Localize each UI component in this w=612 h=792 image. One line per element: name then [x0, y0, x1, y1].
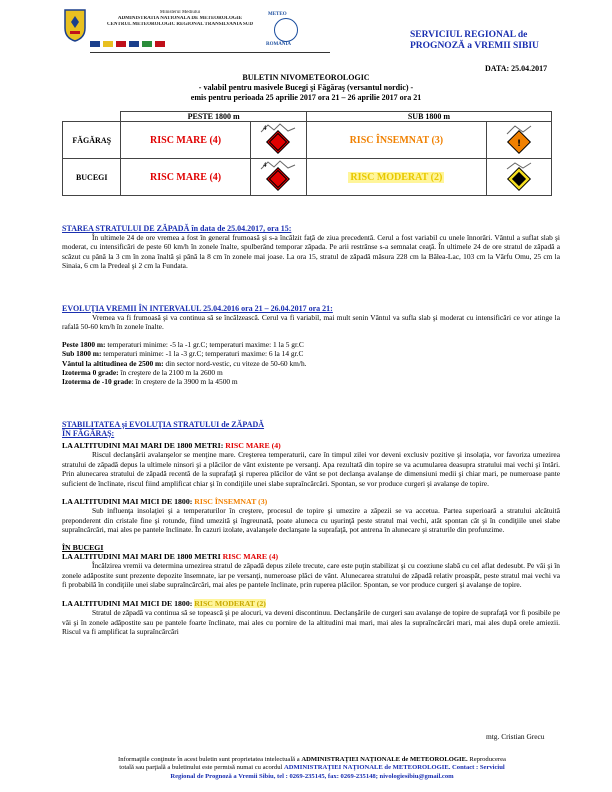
footer-contact: Regional de Prognoză a Vremii Sibiu, tel : 0269-235145, fax: 0269-235148; nivologiesibiu@gmail.com	[170, 772, 454, 780]
weather-evolution-heading: EVOLUŢIA VREMII ÎN INTERVALUL 25.04.2016 ora 21 – 26.04.2017 ora 21:	[62, 304, 333, 313]
risk-level-below: RISC MODERAT (2)	[350, 171, 443, 183]
flag-icon	[116, 41, 126, 47]
signature: mtg. Cristian Grecu	[486, 732, 545, 741]
header-divider	[90, 52, 330, 53]
risk-4-icon	[250, 122, 306, 159]
risk-row-bucegi	[63, 159, 552, 196]
service-line-1: SERVICIUL REGIONAL de	[410, 30, 528, 40]
service-name	[410, 30, 580, 52]
snow-state-text: În ultimele 24 de ore vremea a fost în general frumoasă şi s-a încălzit faţă de ziua precedentă. Cerul a fost variabil cu unele înnorări. Vântul a suflat slab şi moderat, cu intensificări de peste 60 km/h în zonele înalte, spulberând temporar zăpada. Pe arii restrânse s-a semnalat ceaţă. În ultimele 24 de ore stratul de zăpadă a scăzut cu până la 3 cm în zona înaltă şi până la 8 cm în zonele mai joase. La ora 15, stratul de zăpadă măsura 228 cm la Bâlea-Lac, 103 cm la Vârfu Omu, 25 cm la Sinaia, 6 cm la Predeal şi 2 cm la Fundata.	[62, 233, 560, 271]
temperature-lines	[62, 340, 560, 387]
snow-state-heading: STAREA STRATULUI DE ZĂPADĂ în data de 25.04.2017, ora 15:	[62, 224, 292, 233]
weather-evolution-section	[62, 304, 560, 387]
footer	[62, 756, 562, 781]
bucegi-above-heading: LA ALTITUDINI MAI MARI DE 1800 METRI RISC MARE (4)	[62, 552, 279, 562]
isotherm-0-line: Izoterma 0 grade: în creştere de la 2100 m la 2600 m	[62, 368, 223, 378]
fagaras-above-heading: LA ALTITUDINI MAI MARI DE 1800 METRI: RISC MARE (4)	[62, 441, 281, 450]
footer-line-2: totală sau parţială a buletinului este permisă numai cu acordul ADMINISTRAŢIEI NAŢIONALE de METEOROLOGIE. Contact : Serviciul	[119, 764, 505, 772]
org-line-2: ADMINISTRATIA NATIONALA DE METEOROLOGIE	[117, 16, 243, 21]
partner-flags	[90, 34, 168, 52]
service-line-2: PROGNOZĂ a VREMII SIBIU	[410, 41, 539, 51]
bulletin-subtitle: - valabil pentru masivele Bucegi şi Făgăraş (versantul nordic) -	[198, 83, 414, 92]
flag-icon	[90, 41, 100, 47]
bucegi-heading: ÎN BUCEGI	[62, 542, 104, 552]
wind-line: Vântul la altitudinea de 2500 m: din sector nord-vestic, cu viteze de 50-60 km/h.	[62, 358, 307, 368]
bulletin-period: emis pentru perioada 25 aprilie 2017 ora 21 – 26 aprilie 2017 ora 21	[190, 93, 422, 102]
flag-icon	[103, 41, 113, 47]
temp-line: Sub 1800 m: temperaturi minime: -1 la -3 gr.C; temperaturi maxime: 6 la 14 gr.C	[62, 349, 304, 359]
stability-section	[62, 420, 560, 636]
risk-table	[62, 111, 552, 196]
bucegi-below-heading: LA ALTITUDINI MAI MICI DE 1800: RISC MODERAT (2)	[62, 598, 266, 608]
weather-evolution-text: Vremea va fi frumoasă şi va continua să se încălzească. Cerul va fi variabil, mai mult senin Vântul va sufla slab şi moderat cu intensificări ce vor atinge la rafală 50-60 km/h în zonele înalte.	[62, 313, 560, 332]
meteo-label: METEO	[268, 12, 287, 17]
ministry-logo	[62, 8, 88, 42]
massif-name: FĂGĂRAŞ	[63, 122, 121, 159]
fagaras-below-text: Sub influenţa insolaţiei şi a temperaturilor în creştere, procesul de topire şi umezire a zăpezii se va accetua. Partea superioară a stratului alcătuită preponderent din cristale fine şi rotunde, fiind umezită şi îngreunată, poate aluneca cu uşurinţă peste stratul mai vechi, atât spontan cât şi în condiţiile unei slabe supraîncărcări, mai ales pe pantele înclinate. În cazuri izolate, avalanşele declanşate la suprafaţă, pot antrena în alunecare şi straturile din profunzime.	[62, 506, 560, 535]
meteo-romania-logo	[274, 18, 298, 42]
org-line-1: Ministerul Mediului	[159, 10, 201, 15]
snow-state-section	[62, 224, 560, 271]
organization-lines	[90, 10, 270, 28]
svg-text:4: 4	[263, 162, 268, 169]
risk-2-icon	[486, 159, 551, 196]
risk-3-icon	[486, 122, 551, 159]
col-above-header: PESTE 1800 m	[121, 112, 306, 122]
footer-line-1: Informaţiile conţinute în acest buletin sunt proprietatea intelectuală a ADMINISTRAŢIEI NAŢIONALE de METEOROLOGIE. Reproducerea	[118, 756, 506, 763]
risk-level-below: RISC ÎNSEMNAT (3)	[349, 134, 444, 146]
svg-text:!: !	[516, 139, 521, 149]
bulletin-date: DATA: 25.04.2017	[485, 64, 548, 73]
bucegi-above-text: Încălzirea vremii va determina umezirea stratul de zăpadă depus zilele trecute, care este puţin stabilizat şi cu coeziune slabă cu cel aflat dedesubt. Pe văi şi în zonele adăpostite sunt prezente depozite însemnate, iar pe versanţi, numeroase plăci de vânt. Alunecarea stratului de zăpadă relativ proaspăt, peste stratul mai vechi va fi probabilă în condiţiile unei slabe supraîncărcări, mai ales pe pantele înclinate, prin ruperea plăcilor. Spontan, se vor produce curgeri şi avalanşe de topire.	[62, 561, 560, 590]
risk-level-above: RISC MARE (4)	[150, 134, 222, 146]
massif-name: BUCEGI	[63, 159, 121, 196]
fagaras-below-heading: LA ALTITUDINI MAI MICI DE 1800: RISC ÎNSEMNAT (3)	[62, 497, 268, 507]
isotherm-10-line: Izoterma de -10 grade: în creştere de la 3900 m la 4500 m	[62, 377, 238, 387]
fagaras-above-text: Riscul declanşării avalanşelor se menţine mare. Creşterea temperaturii, care în timpul zilei vor deveni exclusiv pozitive şi insolaţia, vor favoriza umezirea stratului de zăpadă depus la ultimele ninsori şi a plăcilor de vânt existente pe versanţi. Apa rezultată din topire se va acumularea deasupra stratului mai vechi şi întări. Prin alunecarea stratului de zăpadă recentă de la suprafaţă şi ruperea plăcilor de vânt se pot declanşa avalanşe de dimensiuni medii şi chiar mari, pe numeroase pante suficient de înclinate, riscul fiind amplificat chiar şi în condiţiile unei slabe supraîncărcări. Spontan, se vor produce curgeri şi avalanşe de topire.	[62, 450, 560, 488]
bucegi-below-text: Stratul de zăpadă va continua să se topească şi pe alocuri, va deveni discontinuu. Declanşările de curgeri sau avalanşe de topire de suprafaţă vor fi posibile pe văi şi în zonele adăpostite sau pe pantele foarte înclinate, mai ales cu pornire de la altitudini mai mari, mai ales la supraîncărcări mari, mai ales după orele amiezii. Riscul va fi amplificat la supraîncărcări	[62, 608, 560, 636]
risk-table-header	[63, 112, 552, 122]
flag-icon	[155, 41, 165, 47]
temp-line: Peste 1800 m: temperaturi minime: -5 la -1 gr.C; temperaturi maxime: 1 la 5 gr.C	[62, 339, 304, 349]
risk-row-fagaras	[63, 122, 552, 159]
bulletin-title: BULETIN NIVOMETEOROLOGIC	[242, 73, 370, 82]
risk-level-above: RISC MARE (4)	[150, 171, 222, 183]
svg-text:4: 4	[263, 125, 268, 132]
org-line-3: CENTRUL METEOROLOGIC REGIONAL TRANSILVANIA SUD	[106, 22, 254, 27]
stability-heading: STABILITATEA şi EVOLUŢIA STRATULUI de ZĂPADĂ	[62, 420, 265, 429]
flag-icon	[129, 41, 139, 47]
flag-icon	[142, 41, 152, 47]
risk-4-icon	[250, 159, 306, 196]
col-below-header: SUB 1800 m	[306, 112, 551, 122]
romania-label: ROMANIA	[266, 42, 291, 47]
fagaras-heading: ÎN FĂGĂRAŞ:	[62, 429, 115, 438]
